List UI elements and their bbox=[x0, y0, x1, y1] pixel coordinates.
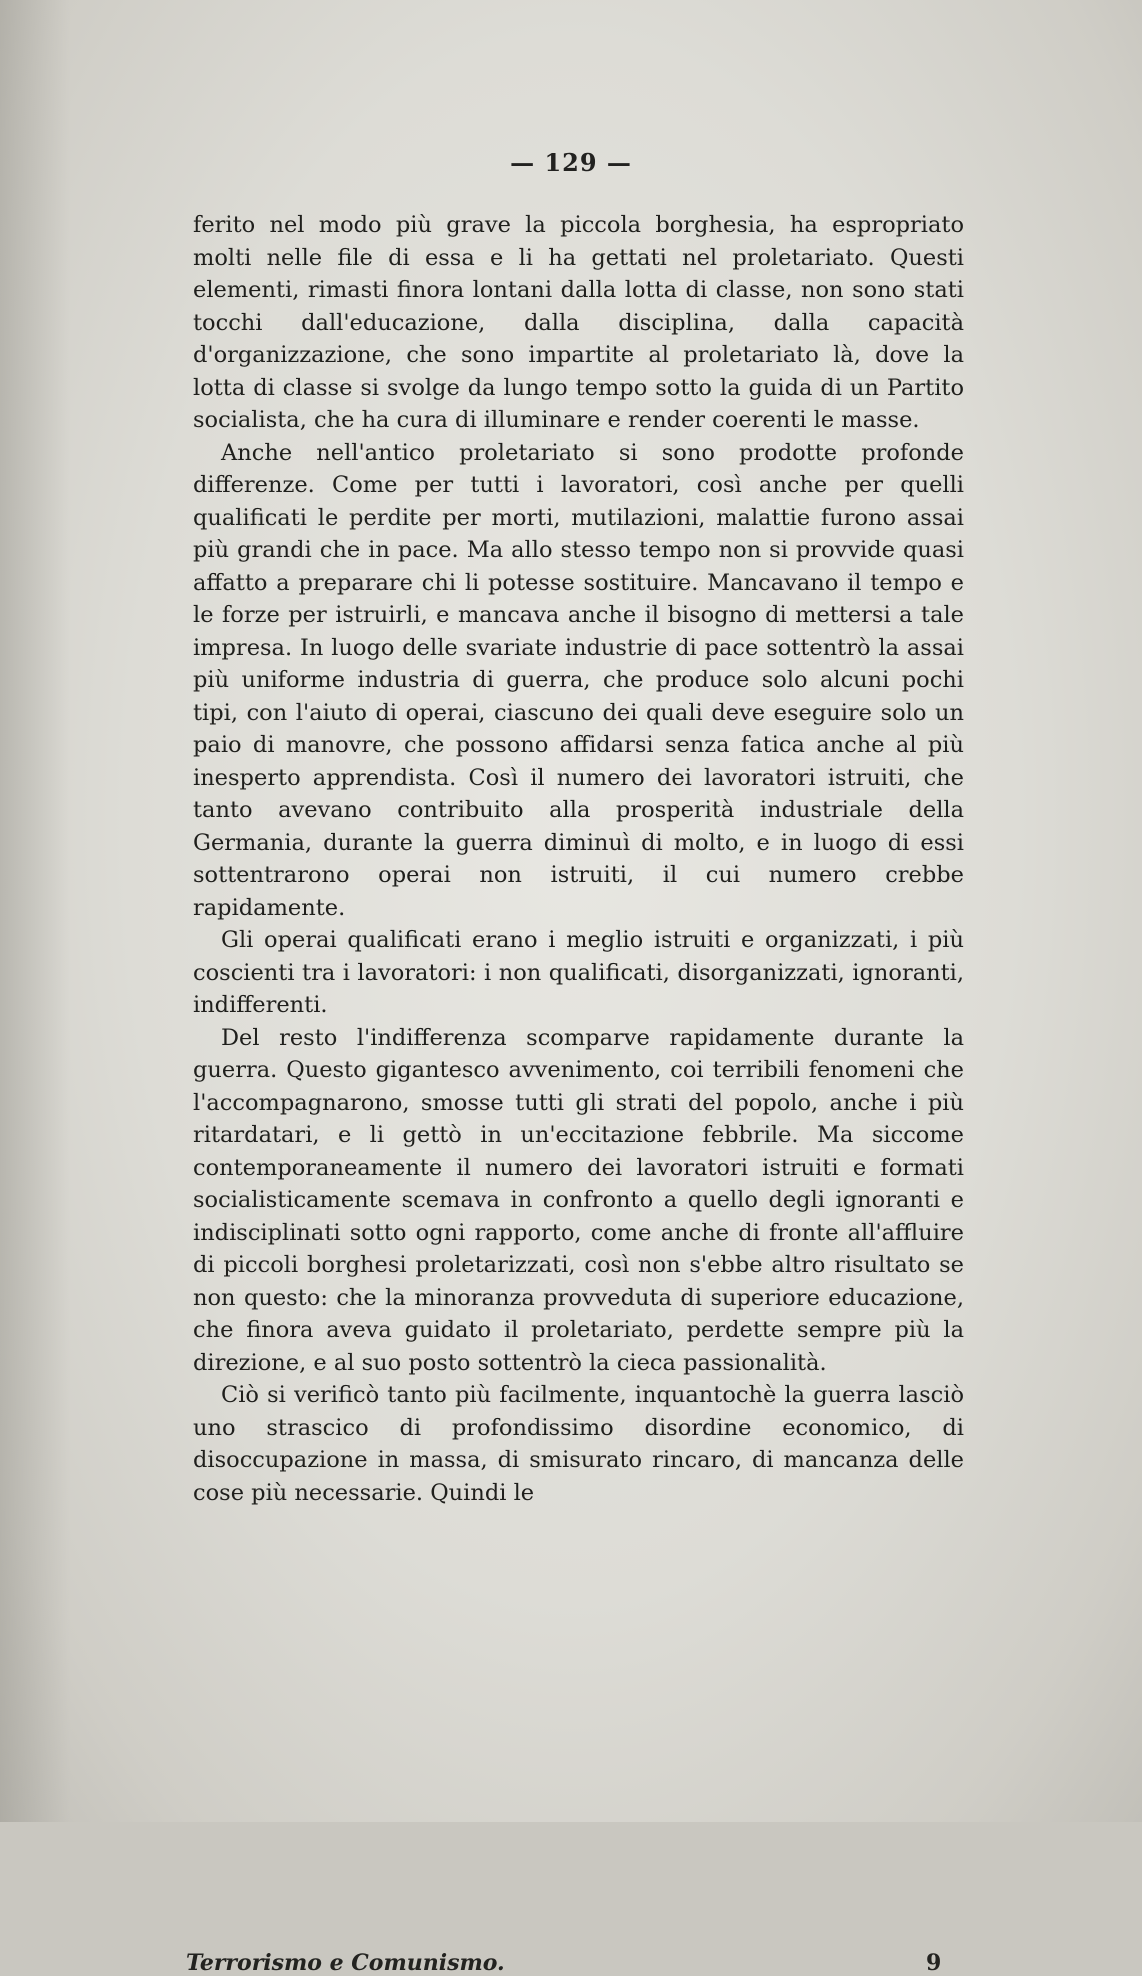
paragraph-5: Ciò si verificò tanto più facilmente, inquantochè la guerra lasciò uno strascico di profondissimo disordine economico, di disoccupazione in massa, di smisurato rincaro, di mancanza delle cose più necessarie. Quindi le bbox=[193, 1382, 964, 1506]
paragraph-3: Gli operai qualificati erano i meglio istruiti e organizzati, i più coscienti tra i lavoratori: i non qualificati, disorganizzati, ignoranti, indifferenti. bbox=[193, 927, 964, 1018]
body-text bbox=[193, 209, 964, 1509]
footer-book-title: Terrorismo e Comunismo. bbox=[186, 1950, 505, 1976]
paragraph-4: Del resto l'indifferenza scomparve rapidamente durante la guerra. Questo gigantesco avvenimento, coi terribili fenomeni che l'accompagnarono, smosse tutti gli strati del popolo, anche i più ritardatari, e li gettò in un'eccitazione febbrile. Ma siccome contemporaneamente il numero dei lavoratori istruiti e formati socialisticamente scemava in confronto a quello degli ignoranti e indisciplinati sotto ogni rapporto, come anche di fronte all'affluire di piccoli borghesi proletarizzati, così non s'ebbe altro risultato se non questo: che la minoranza provveduta di superiore educazione, che finora aveva guidato il proletariato, perdette sempre più la direzione, e al suo posto sottentrò la cieca passionalità. bbox=[193, 1024, 964, 1376]
paragraph-2: Anche nell'antico proletariato si sono prodotte profonde differenze. Come per tutti i lavoratori, così anche per quelli qualificati le perdite per morti, mutilazioni, malattie furono assai più grandi che in pace. Ma allo stesso tempo non si provvide quasi affatto a preparare chi li potesse sostituire. Mancavano il tempo e le forze per istruirli, e mancava anche il bisogno di mettersi a tale impresa. In luogo delle svariate industrie di pace sottentrò la assai più uniforme industria di guerra, che produce solo alcuni pochi tipi, con l'aiuto di operai, ciascuno dei quali deve eseguire solo un paio di manovre, che possono affidarsi senza fatica anche al più inesperto apprendista. Così il numero dei lavoratori istruiti, che tanto avevano contribuito alla prosperità industriale della Germania, durante la guerra diminuì di molto, e in luogo di essi sottentrarono operai non istruiti, il cui numero crebbe rapidamente. bbox=[193, 439, 964, 921]
footer-signature-mark: 9 bbox=[926, 1950, 942, 1976]
page-number: — 129 — bbox=[510, 148, 632, 177]
paragraph-1: ferito nel modo più grave la piccola borghesia, ha espropriato molti nelle file di essa e li ha gettati nel proletariato. Questi elementi, rimasti finora lontani dalla lotta di classe, non sono stati tocchi dall'educazione, dalla disciplina, dalla capacità d'organizzazione, che sono impartite al proletariato là, dove la lotta di classe si svolge da lungo tempo sotto la guida di un Partito socialista, che ha cura di illuminare e render coerenti le masse. bbox=[193, 212, 964, 433]
